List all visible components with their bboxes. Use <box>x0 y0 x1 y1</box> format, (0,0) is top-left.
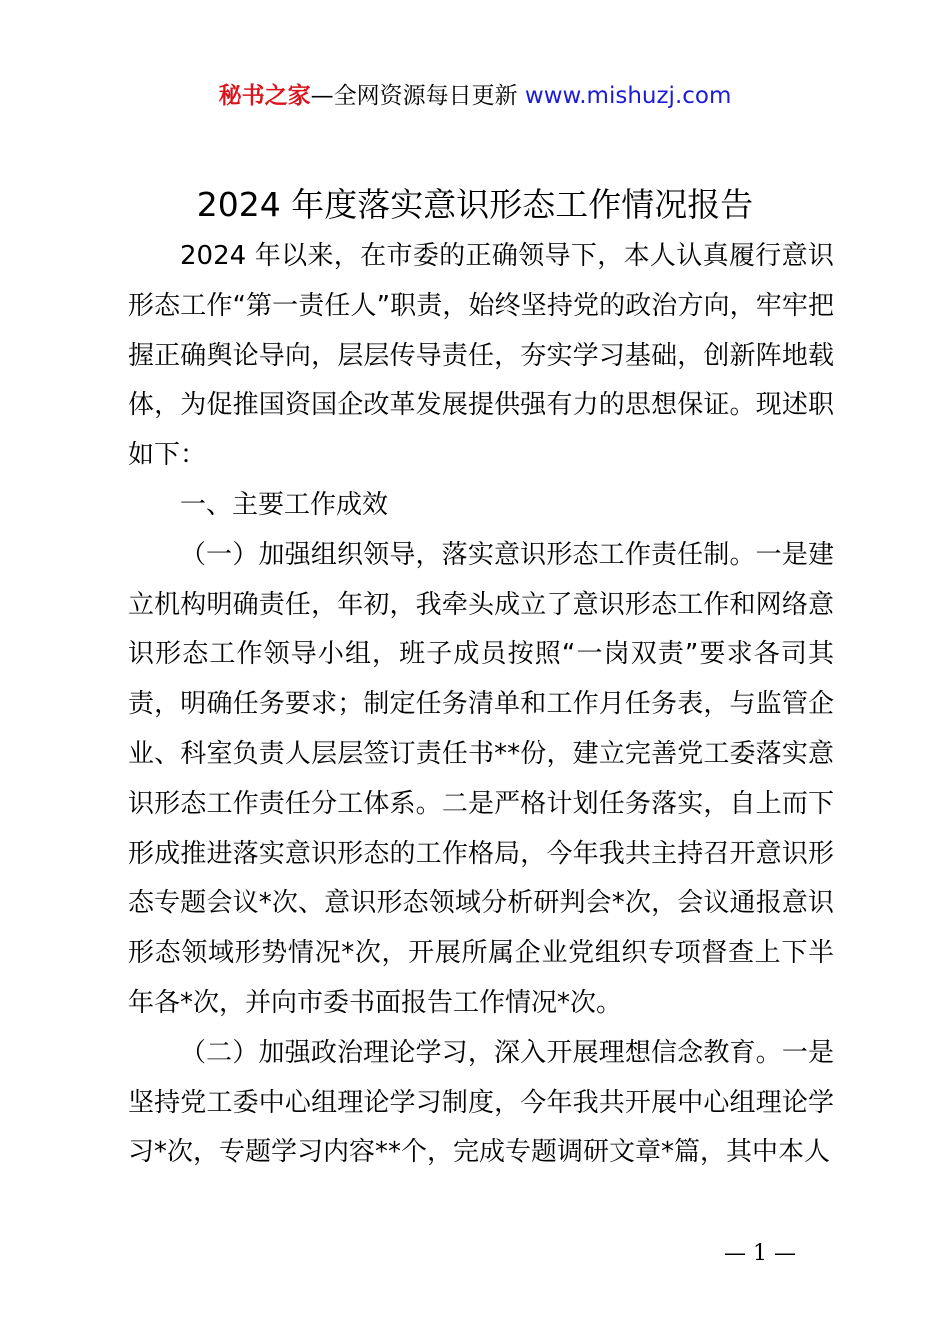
body-paragraph: （一）加强组织领导，落实意识形态工作责任制。一是建立机构明确责任，年初，我牵头成立了意识形态工作和网络意识形态工作领导小组，班子成员按照“一岗双责”要求各司其责，明确任务要求；制定任务清单和工作月任务表，与监管企业、科室负责人层层签订责任书**份，建立完善党工委落实意识形态工作责任分工体系。二是严格计划任务落实，自上而下形成推进落实意识形态的工作格局，今年我共主持召开意识形态专题会议*次、意识形态领域分析研判会*次，会议通报意识形态领域形势情况*次，开展所属企业党组织专项督查上下半年各*次，并向市委书面报告工作情况*次。 <box>128 539 834 1018</box>
page-number: — 1 — <box>724 1241 796 1266</box>
body-paragraph: （二）加强政治理论学习，深入开展理想信念教育。一是坚持党工委中心组理论学习制度，今年我共开展中心组理论学习*次，专题学习内容**个，完成专题调研文章*篇，其中本人 <box>128 1037 834 1168</box>
header-slogan: —全网资源每日更新 <box>310 83 525 109</box>
document-title: 2024 年度落实意识形态工作情况报告 <box>196 185 754 224</box>
intro-paragraph: 2024 年以来，在市委的正确领导下，本人认真履行意识形态工作“第一责任人”职责，始终坚持党的政治方向，牢牢把握正确舆论导向，层层传导责任，夯实学习基础，创新阵地载体，为促推国资国企改革发展提供强有力的思想保证。现述职如下： <box>128 241 834 471</box>
site-header <box>0 80 950 112</box>
section-heading: 一、主要工作成效 <box>180 489 389 520</box>
brand-name: 秘书之家 <box>218 83 311 109</box>
site-url-link[interactable]: www.mishuzj.com <box>524 83 732 109</box>
document-body <box>128 232 834 1178</box>
